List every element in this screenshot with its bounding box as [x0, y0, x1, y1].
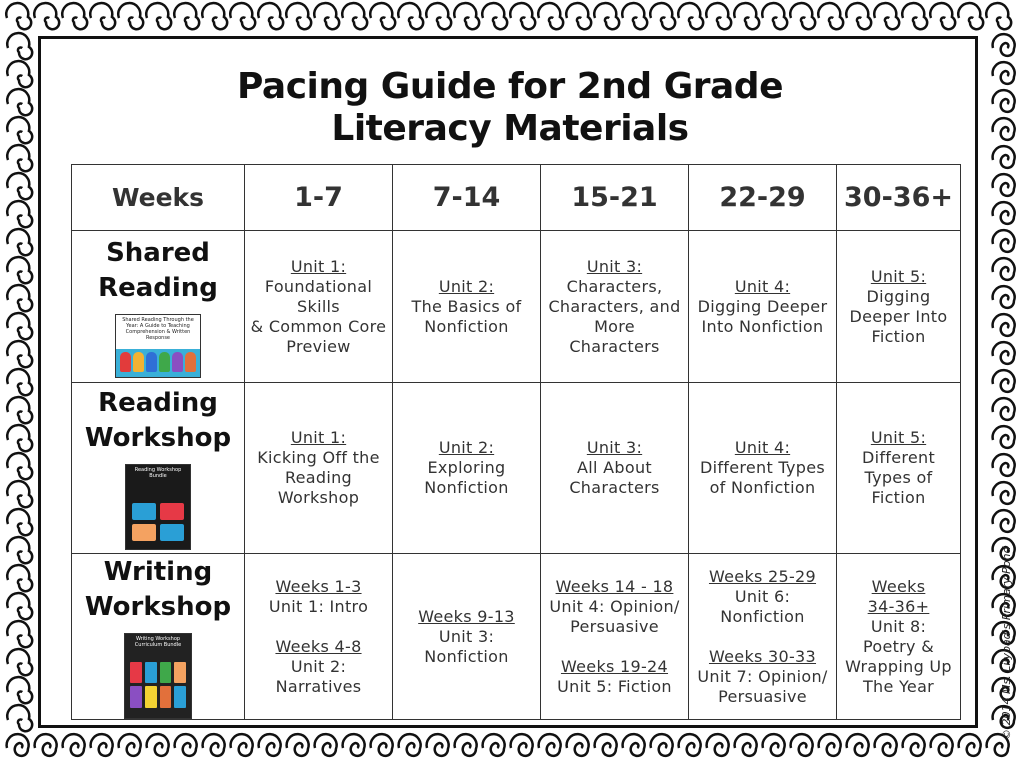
cell-line: Unit 5: Fiction [557, 676, 672, 696]
swirl-ornament [7, 33, 32, 59]
cell-line: The Year [862, 676, 935, 696]
shared-reading-cover-image [115, 314, 201, 378]
table-row [72, 383, 961, 554]
cell-line: Unit 8: [870, 616, 927, 636]
cell-line: Workshop [277, 488, 360, 507]
header-weeks: Weeks [72, 165, 245, 231]
swirl-ornament [993, 482, 1015, 504]
cell-line: Unit 2: [290, 656, 347, 676]
swirl-ornament [7, 369, 32, 395]
cell-line: Kicking Off the [257, 448, 380, 467]
row-header-writing-workshop [72, 554, 245, 720]
weeks-range: Weeks 1-3 [275, 576, 362, 596]
cell-line: Digging Deeper [697, 296, 828, 316]
header-col: 1-7 [245, 165, 393, 231]
swirl-ornament [7, 481, 32, 507]
cell-line: Into Nonfiction [701, 316, 824, 336]
swirl-ornament [993, 230, 1015, 252]
swirl-ornament [993, 370, 1015, 392]
cover-caption: Writing Workshop Curriculum Bundle [134, 635, 182, 648]
cell-line: Characters, and [548, 296, 681, 316]
swirl-ornament [7, 509, 32, 535]
unit-title: Unit 2: [438, 438, 495, 457]
cell-line: Fiction [871, 488, 926, 507]
cell-line: Unit 7: Opinion/ [697, 666, 828, 686]
cell-line: Exploring [427, 458, 506, 477]
writing-workshop-cover-image [124, 633, 192, 719]
table-cell [837, 231, 961, 383]
swirl-ornament [7, 397, 32, 423]
swirl-ornament [7, 313, 32, 339]
table-cell [541, 554, 689, 720]
swirl-ornament [993, 174, 1015, 196]
unit-title: Unit 1: [290, 256, 347, 276]
swirl-ornament [7, 621, 32, 647]
title-line-2: Literacy Materials [331, 108, 689, 149]
weeks-range: 34-36+ [867, 596, 930, 616]
weeks-range: Weeks 9-13 [418, 606, 515, 626]
cell-line: Wrapping Up [845, 656, 952, 676]
cover-tiles [132, 503, 184, 541]
table-cell [393, 231, 541, 383]
cell-line: Unit 1: Intro [268, 596, 369, 616]
cover-tiles [130, 662, 186, 708]
unit-title: Unit 3: [586, 438, 643, 457]
title-line-1: Pacing Guide for 2nd Grade [236, 66, 783, 107]
cell-line: The Basics of [411, 296, 522, 316]
swirl-ornament [993, 34, 1015, 56]
header-col: 30-36+ [837, 165, 961, 231]
swirl-ornament [7, 705, 32, 731]
row-label-line-2: Workshop [84, 423, 232, 453]
decorative-border-bottom [0, 728, 1024, 768]
cover-caption: Reading Workshop Bundle [134, 467, 182, 479]
reading-workshop-cover-image [125, 464, 191, 550]
cell-line: Nonfiction [424, 316, 509, 336]
swirl-ornament [993, 62, 1015, 84]
copyright-text: © 2014 Ms. Lilypad's Primary Pond [1000, 546, 1013, 740]
swirl-ornament [993, 314, 1015, 336]
swirl-ornament [7, 537, 32, 563]
swirl-ornament [7, 145, 32, 171]
swirl-ornament [993, 146, 1015, 168]
header-col: 15-21 [541, 165, 689, 231]
unit-title: Unit 3: [586, 256, 643, 276]
swirl-ornament [7, 649, 32, 675]
row-label-line-1: Writing [103, 556, 213, 587]
swirl-ornament [993, 454, 1015, 476]
swirl-ornament [993, 426, 1015, 448]
row-label-line-2: Reading [98, 272, 218, 303]
row-header-reading-workshop [72, 383, 245, 554]
table-cell [245, 383, 393, 554]
cell-line: Poetry & [863, 636, 934, 656]
swirl-ornament [7, 61, 32, 87]
decorative-border-top [0, 0, 1024, 38]
unit-title: Unit 1: [290, 428, 347, 447]
weeks-range: Weeks [871, 576, 926, 596]
decorative-border-left [0, 0, 40, 768]
table-cell [245, 554, 393, 720]
cell-line: Characters [569, 478, 660, 497]
cell-line: Characters [569, 336, 660, 356]
swirl-ornament [7, 173, 32, 199]
swirl-ornament [7, 565, 32, 591]
header-col: 7-14 [393, 165, 541, 231]
cell-line: Nonfiction [424, 646, 509, 666]
swirl-ornament [7, 229, 32, 255]
weeks-range: Weeks 30-33 [708, 646, 817, 666]
cell-line: Narratives [275, 676, 362, 696]
table-cell [689, 231, 837, 383]
table-cell [689, 383, 837, 554]
swirl-ornament [7, 89, 32, 115]
row-label-line-2: Workshop [84, 591, 232, 622]
weeks-range: Weeks 14 - 18 [555, 576, 674, 596]
cell-line: More [594, 316, 635, 336]
table-cell [393, 383, 541, 554]
cell-line: Unit 6: [734, 586, 791, 606]
cell-line: Different [861, 448, 936, 467]
swirl-ornament [993, 510, 1015, 532]
table-cell [541, 383, 689, 554]
cell-line: Deeper Into [849, 306, 948, 326]
swirl-ornament [993, 258, 1015, 280]
cell-line: Nonfiction [720, 606, 805, 626]
cell-line: Persuasive [570, 616, 659, 636]
cell-line: & Common Core [250, 316, 387, 336]
cell-line: Skills [297, 296, 340, 316]
page-title [60, 66, 960, 150]
table-cell [689, 554, 837, 720]
swirl-ornament [7, 341, 32, 367]
cell-line: Types of [864, 468, 933, 487]
cell-line: Nonfiction [424, 478, 509, 497]
table-row [72, 554, 961, 720]
table-cell [837, 383, 961, 554]
cover-caption: Shared Reading Through the Year: A Guide to Teaching Comprehension & Written Response [122, 316, 194, 341]
table-cell [837, 554, 961, 720]
row-header-shared-reading [72, 231, 245, 383]
cell-line: Persuasive [718, 686, 807, 706]
row-label-line-1: Reading [98, 388, 218, 418]
cell-line: Characters, [566, 276, 663, 296]
weeks-range: Weeks 19-24 [560, 656, 669, 676]
kids-illustration [120, 352, 196, 374]
swirl-ornament [7, 425, 32, 451]
swirl-ornament [7, 677, 32, 703]
cell-line: All About [577, 458, 652, 477]
swirl-ornament [993, 342, 1015, 364]
swirl-ornament [7, 285, 32, 311]
cell-line: Reading [284, 468, 353, 487]
row-label-line-1: Shared [106, 237, 210, 268]
table-cell [245, 231, 393, 383]
weeks-range: Weeks 25-29 [708, 566, 817, 586]
cell-line: of Nonfiction [709, 478, 816, 497]
cell-line: Unit 3: [438, 626, 495, 646]
unit-title: Unit 4: [734, 438, 791, 457]
swirl-ornament [993, 202, 1015, 224]
table-cell [393, 554, 541, 720]
cell-line: Different Types [699, 458, 826, 477]
table-row [72, 231, 961, 383]
unit-title: Unit 4: [734, 276, 791, 296]
pacing-table [71, 164, 961, 720]
weeks-range: Weeks 4-8 [275, 636, 362, 656]
cell-line: Preview [286, 336, 351, 356]
swirl-ornament [993, 286, 1015, 308]
unit-title: Unit 2: [438, 276, 495, 296]
cell-line: Digging [866, 286, 931, 306]
cell-line: Foundational [264, 276, 373, 296]
unit-title: Unit 5: [870, 266, 927, 286]
swirl-ornament [7, 453, 32, 479]
table-cell [541, 231, 689, 383]
cell-line: Unit 4: Opinion/ [549, 596, 680, 616]
swirl-ornament [7, 201, 32, 227]
swirl-ornament [993, 398, 1015, 420]
swirl-ornament [993, 118, 1015, 140]
swirl-ornament [7, 117, 32, 143]
unit-title: Unit 5: [870, 428, 927, 447]
swirl-ornament [7, 593, 32, 619]
header-row [72, 165, 961, 231]
swirl-ornament [7, 257, 32, 283]
cell-line: Fiction [871, 326, 926, 346]
header-col: 22-29 [689, 165, 837, 231]
swirl-ornament [993, 90, 1015, 112]
